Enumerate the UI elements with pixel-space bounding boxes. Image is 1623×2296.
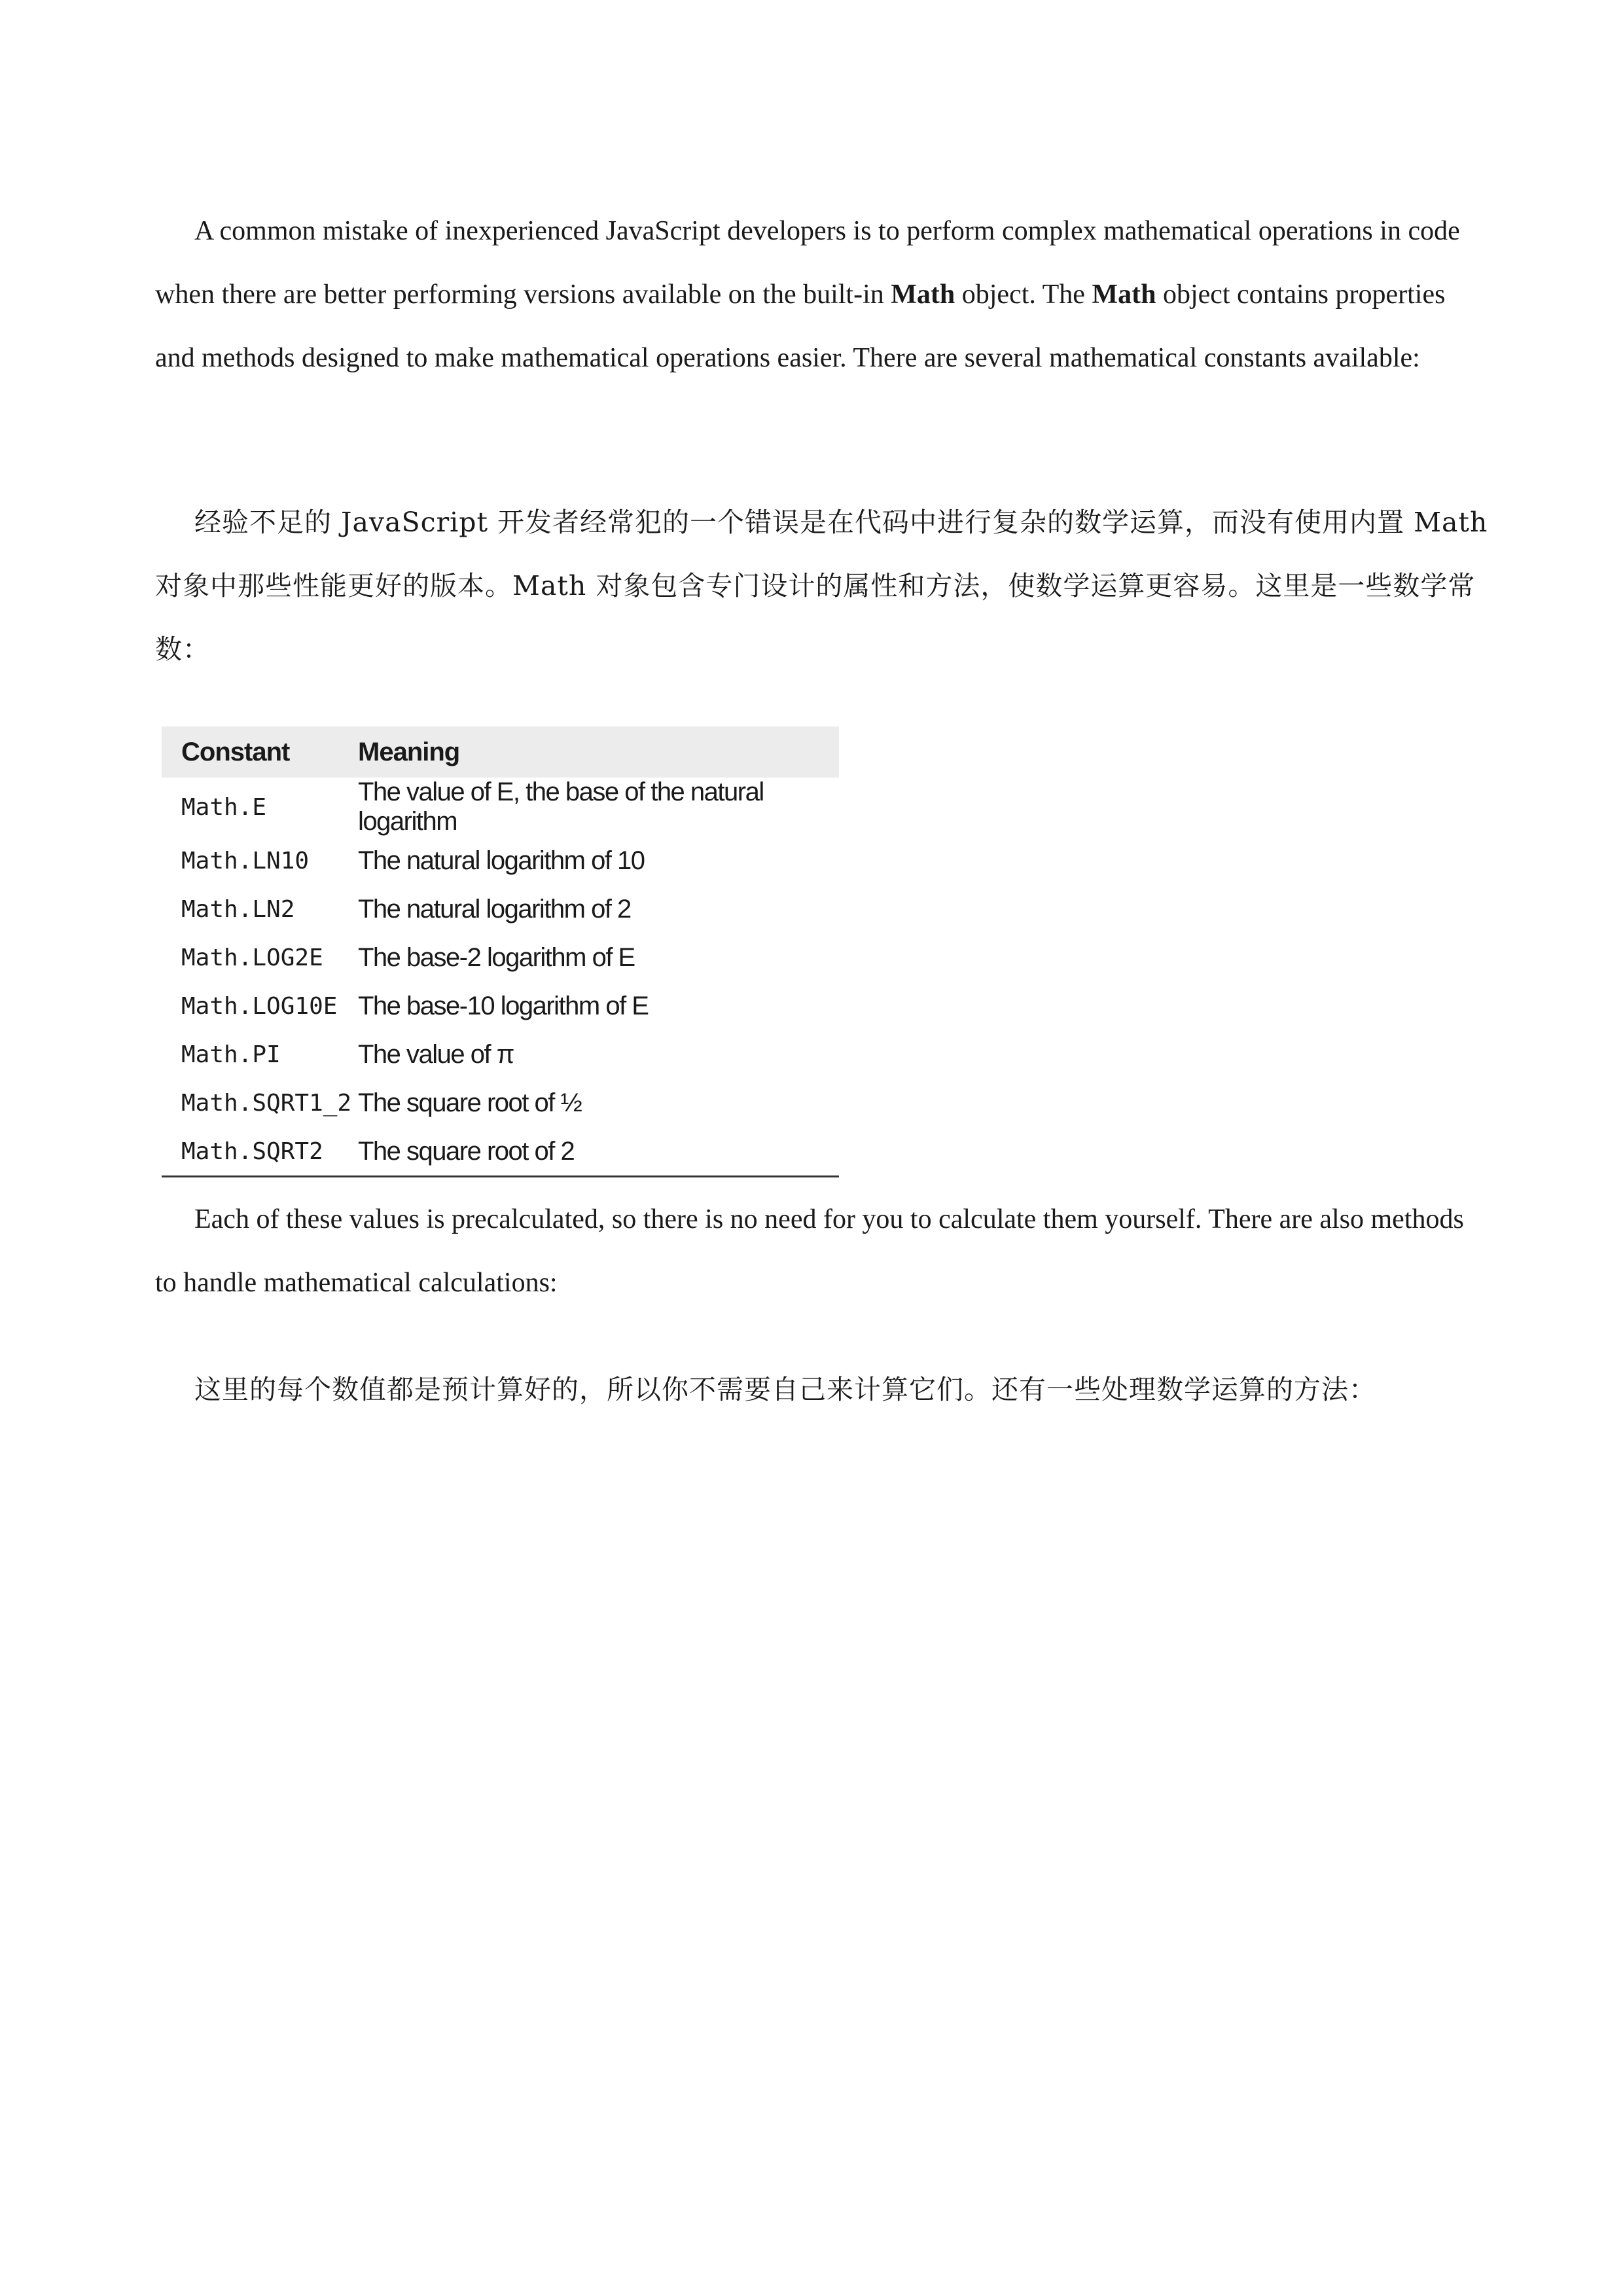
paragraph-english-methods: Each of these values is precalculated, so there is no need for you to calculate them yourself. There are also methods to handle mathematical calculations: (155, 1204, 1464, 1298)
table-row (162, 1127, 839, 1177)
meaning-cell: The value of E, the base of the natural logarithm (358, 778, 764, 836)
table-row (162, 885, 839, 933)
meaning-cell: The square root of 2 (358, 1127, 839, 1177)
paragraph-chinese-methods: 这里的每个数值都是预计算好的，所以你不需要自己来计算它们。还有一些处理数学运算的方法： (194, 1374, 1376, 1405)
constant-cell: Math.LOG2E (181, 944, 323, 971)
meaning-cell: The value of π (358, 1039, 514, 1069)
math-keyword: Math (891, 279, 955, 310)
table-row (162, 778, 839, 836)
table-row (162, 1030, 839, 1079)
table-row (162, 933, 839, 982)
constant-cell: Math.SQRT2 (162, 1127, 358, 1177)
table-row (162, 982, 839, 1030)
meaning-cell: The square root of ½ (358, 1088, 582, 1117)
constant-cell: Math.LOG10E (181, 992, 338, 1020)
header-constant: Constant (181, 737, 290, 766)
paragraph-english-intro (155, 200, 1490, 390)
meaning-cell: The natural logarithm of 2 (358, 894, 631, 924)
intro-text-part2: object. The (955, 279, 1092, 310)
paragraph-chinese-intro: 经验不足的 JavaScript 开发者经常犯的一个错误是在代码中进行复杂的数学运算，而没有使用内置 Math 对象中那些性能更好的版本。Math 对象包含专门设计的属性和方法，使数学运算更容易。这里是一些数学常数： (155, 507, 1488, 665)
constant-cell: Math.LN2 (181, 895, 295, 923)
constant-cell: Math.LN10 (181, 847, 310, 874)
meaning-cell: The base-10 logarithm of E (358, 991, 649, 1020)
constant-cell: Math.E (181, 793, 267, 821)
intro-text-part3: object contains properties and methods designed to make mathematical operations easier. There are several mathematical constants available: (155, 279, 1446, 373)
constant-cell: Math.SQRT1_2 (181, 1089, 352, 1117)
math-constants-table (162, 726, 839, 1177)
meaning-cell: The natural logarithm of 10 (358, 846, 645, 875)
intro-text-part1: A common mistake of inexperienced JavaScript developers is to perform complex mathematical operations in code when there are better performing versions available on the built-in (155, 216, 1460, 310)
meaning-cell: The base-2 logarithm of E (358, 942, 635, 972)
table-row (162, 1079, 839, 1127)
math-keyword: Math (1092, 279, 1156, 310)
table-header-row (162, 726, 839, 778)
header-meaning: Meaning (358, 737, 460, 766)
table-row (162, 836, 839, 885)
constant-cell: Math.PI (181, 1041, 281, 1068)
